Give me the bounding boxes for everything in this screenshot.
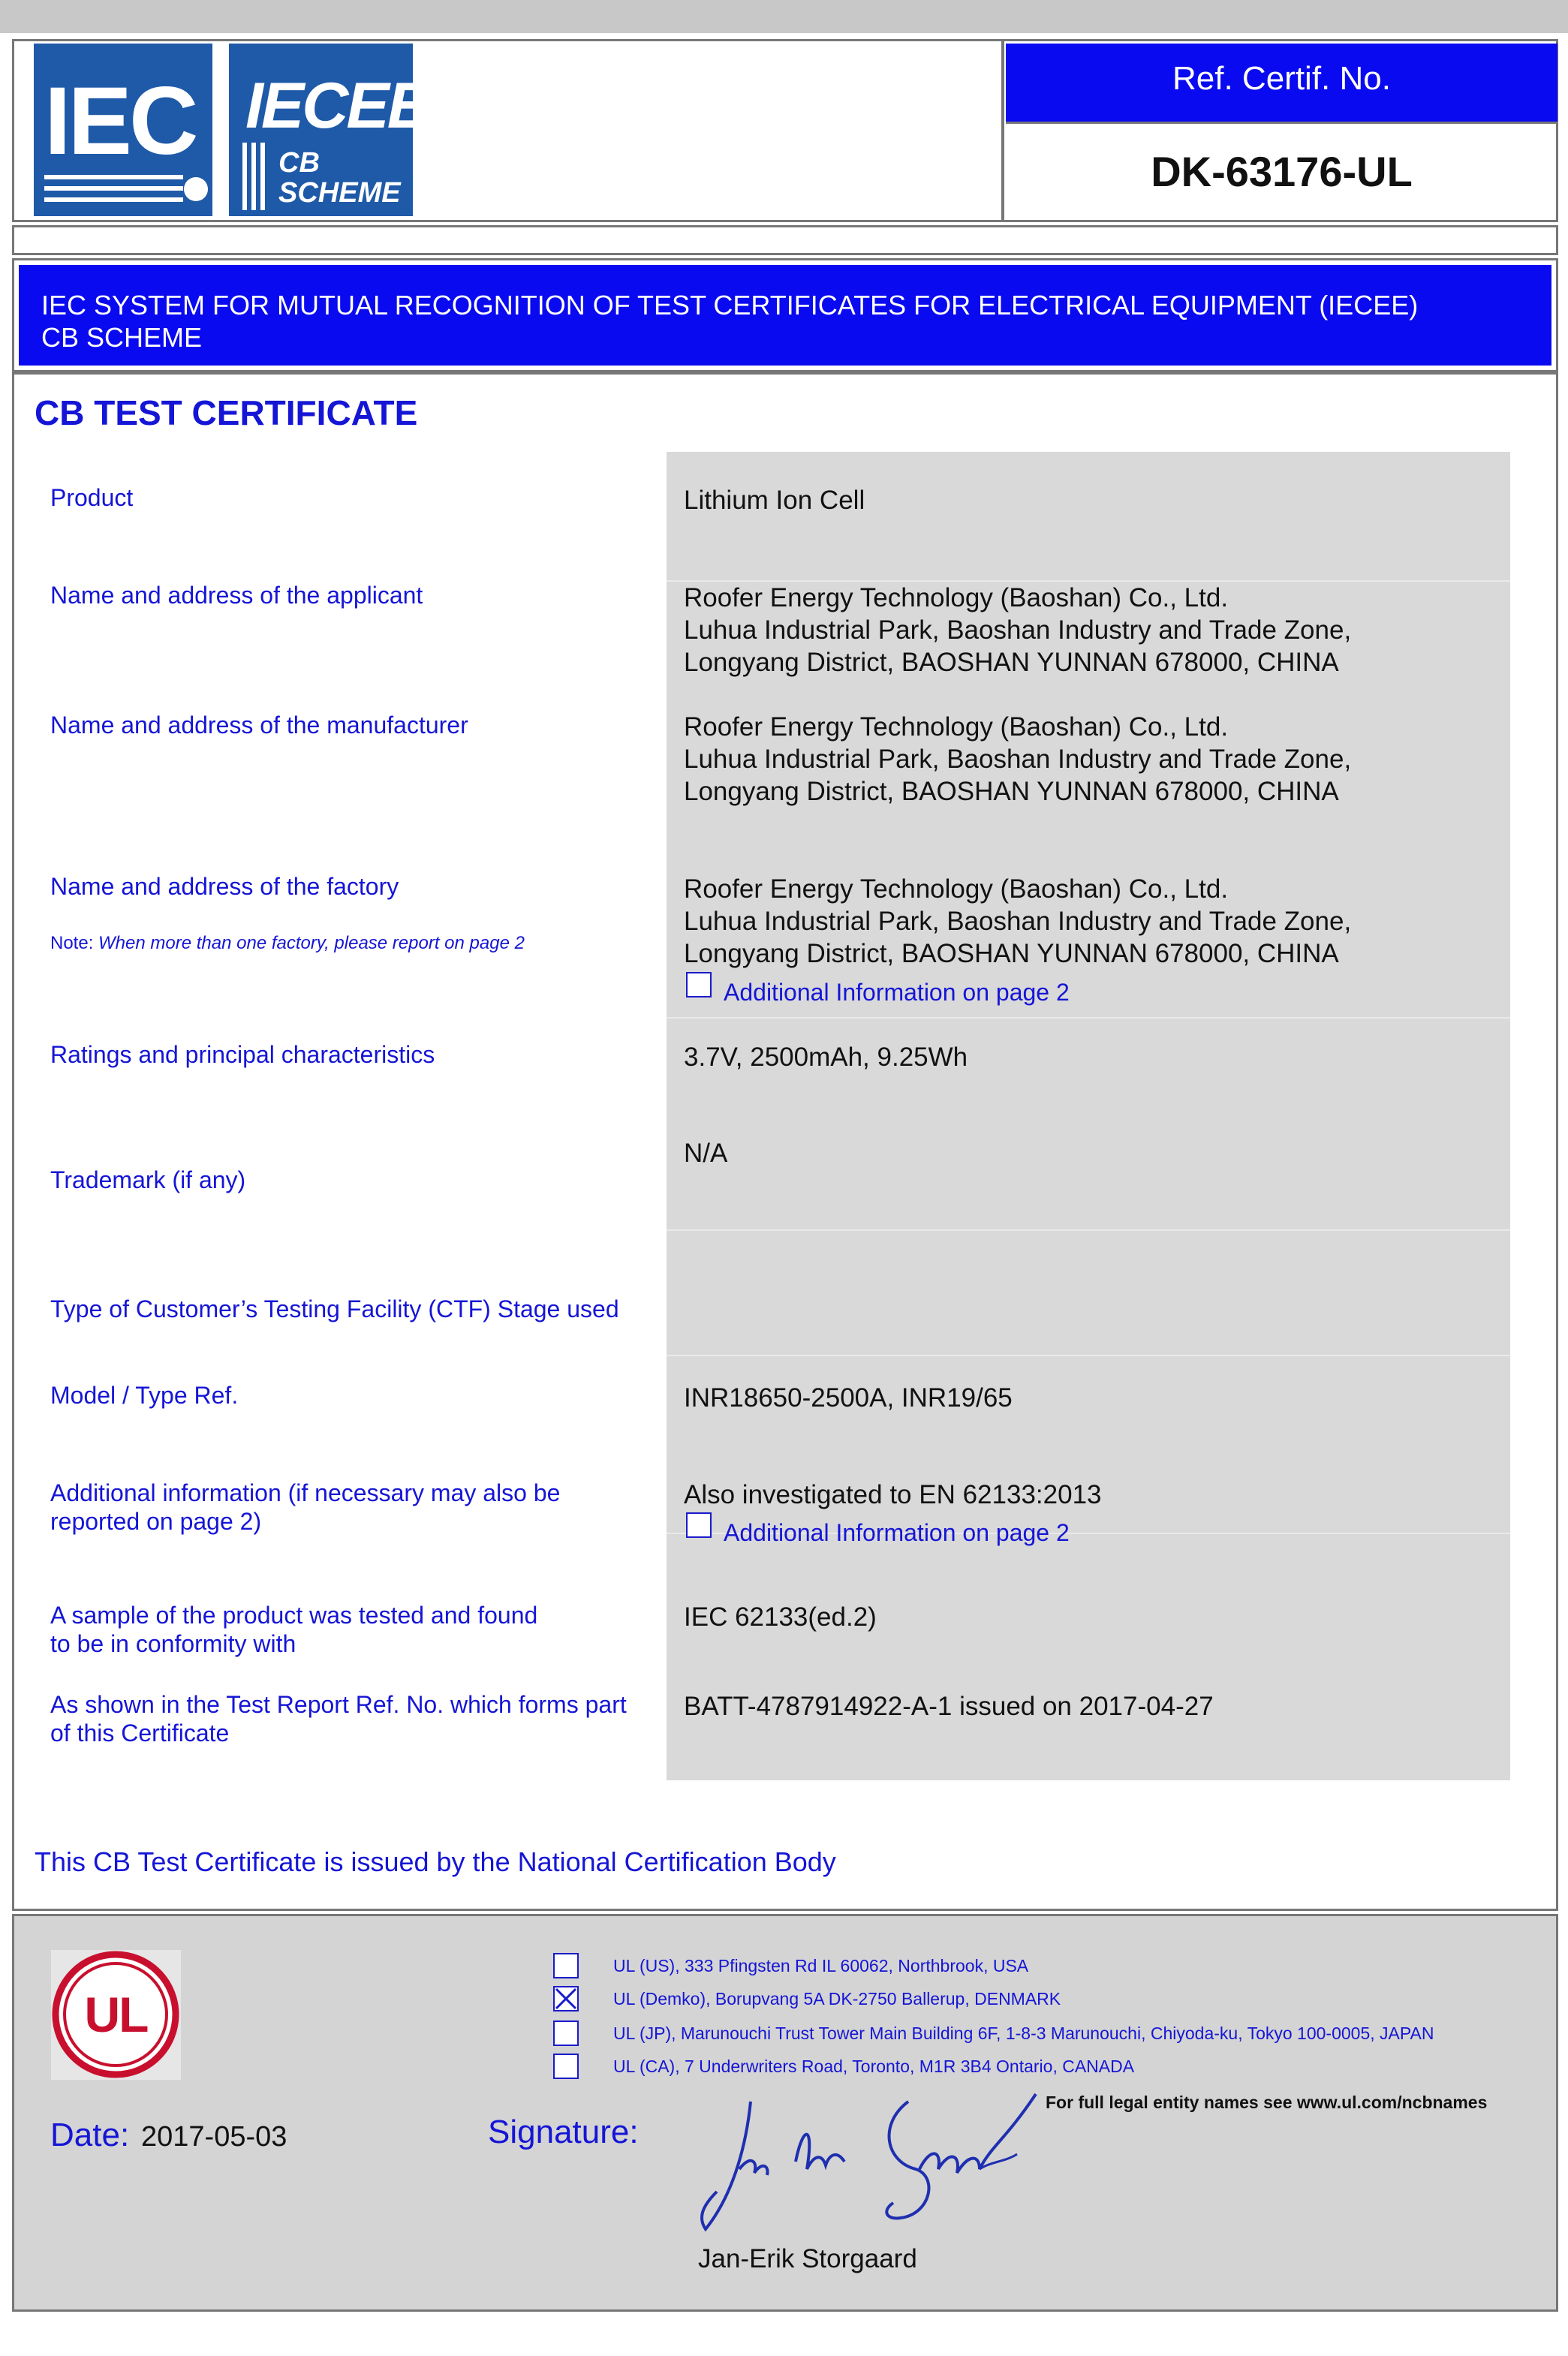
- iecee-logo-text: IECEE: [245, 70, 429, 142]
- iecee-banner: [19, 265, 1551, 366]
- factory-label: Name and address of the factory: [50, 873, 399, 900]
- additional-info-label: Additional information (if necessary may also be reported on page 2): [50, 1479, 561, 1535]
- ul-logo: [51, 1950, 181, 2080]
- ul-us-checkbox[interactable]: [553, 1953, 579, 1978]
- date-label: Date:: [50, 2117, 130, 2153]
- iecee-cb-logo: [229, 44, 429, 216]
- signatory-name: Jan-Erik Storgaard: [698, 2244, 917, 2273]
- model-value: INR18650-2500A, INR19/65: [684, 1383, 1013, 1413]
- test-report-label: As shown in the Test Report Ref. No. which forms part of this Certificate: [50, 1691, 627, 1747]
- ul-demko-checkbox[interactable]: [553, 1986, 579, 2011]
- ul-us-address: UL (US), 333 Pfingsten Rd IL 60062, Northbrook, USA: [613, 1956, 1029, 1975]
- iec-logo-text: IEC: [44, 68, 196, 175]
- additional-info-page2-label: Additional Information on page 2: [724, 1519, 1070, 1546]
- trademark-value: N/A: [684, 1139, 728, 1168]
- ref-certif-label: Ref. Certif. No.: [1006, 44, 1557, 122]
- iec-logo: [34, 44, 212, 216]
- model-label: Model / Type Ref.: [50, 1382, 239, 1409]
- scheme-logo-text: SCHEME: [278, 177, 401, 209]
- ul-ca-address: UL (CA), 7 Underwriters Road, Toronto, M1R 3B4 Ontario, CANADA: [613, 2057, 1135, 2076]
- certificate-title: CB TEST CERTIFICATE: [35, 393, 418, 432]
- factory-note: [50, 933, 525, 954]
- banner-frame: [12, 258, 1558, 372]
- trademark-label: Trademark (if any): [50, 1166, 246, 1193]
- conformity-value: IEC 62133(ed.2): [684, 1602, 877, 1632]
- additional-info-value: Also investigated to EN 62133:2013: [684, 1480, 1102, 1509]
- ul-ca-checkbox[interactable]: [553, 2054, 579, 2079]
- test-report-value: BATT-4787914922-A-1 issued on 2017-04-27: [684, 1692, 1214, 1721]
- ratings-value: 3.7V, 2500mAh, 9.25Wh: [684, 1043, 968, 1072]
- signature-label: Signature:: [488, 2114, 639, 2150]
- ctf-label: Type of Customer’s Testing Facility (CTF) Stage used: [50, 1295, 619, 1322]
- ul-jp-address: UL (JP), Marunouchi Trust Tower Main Building 6F, 1-8-3 Marunouchi, Chiyoda-ku, Tokyo 100-0005, JAPAN: [613, 2024, 1434, 2043]
- ratings-label: Ratings and principal characteristics: [50, 1041, 435, 1068]
- ul-demko-address: UL (Demko), Borupvang 5A DK-2750 Ballerup, DENMARK: [613, 1989, 1061, 2008]
- applicant-value: Roofer Energy Technology (Baoshan) Co., Ltd. Luhua Industrial Park, Baoshan Industry and Trade Zone, Longyang District, BAOSHAN YUNNAN 678000, CHINA: [684, 583, 1352, 677]
- note-text: When more than one factory, please report on page 2: [98, 933, 525, 953]
- applicant-label: Name and address of the applicant: [50, 582, 423, 609]
- factory-value: Roofer Energy Technology (Baoshan) Co., Ltd. Luhua Industrial Park, Baoshan Industry and Trade Zone, Longyang District, BAOSHAN YUNNAN 678000, CHINA: [684, 874, 1352, 968]
- factory-additional-info-checkbox[interactable]: [686, 972, 712, 997]
- handwritten-signature: [683, 2079, 1043, 2237]
- product-label: Product: [50, 484, 134, 511]
- additional-info-checkbox[interactable]: [686, 1512, 712, 1538]
- date-value: 2017-05-03: [141, 2121, 287, 2153]
- banner-line-1: IEC SYSTEM FOR MUTUAL RECOGNITION OF TEST CERTIFICATES FOR ELECTRICAL EQUIPMENT (IECEE): [41, 290, 1419, 320]
- conformity-label: A sample of the product was tested and found to be in conformity with: [50, 1602, 538, 1657]
- banner-line-2: CB SCHEME: [41, 322, 203, 353]
- ul-logo-text: UL: [84, 1987, 148, 2042]
- manufacturer-label: Name and address of the manufacturer: [50, 712, 468, 739]
- factory-additional-info-label: Additional Information on page 2: [724, 979, 1070, 1006]
- ref-certif-number: DK-63176-UL: [1151, 148, 1413, 195]
- cb-logo-text: CB: [278, 147, 320, 179]
- issued-by-statement: This CB Test Certificate is issued by the National Certification Body: [35, 1846, 836, 1877]
- ul-jp-checkbox[interactable]: [553, 2021, 579, 2046]
- spacer-row: [12, 225, 1558, 255]
- product-value: Lithium Ion Cell: [684, 486, 865, 515]
- legal-entity-note: For full legal entity names see www.ul.com/ncbnames: [1046, 2093, 1488, 2112]
- checkmark-x-icon: [555, 1987, 577, 2010]
- manufacturer-value: Roofer Energy Technology (Baoshan) Co., Ltd. Luhua Industrial Park, Baoshan Industry and Trade Zone, Longyang District, BAOSHAN YUNNAN 678000, CHINA: [684, 712, 1352, 806]
- note-prefix: Note:: [50, 933, 99, 953]
